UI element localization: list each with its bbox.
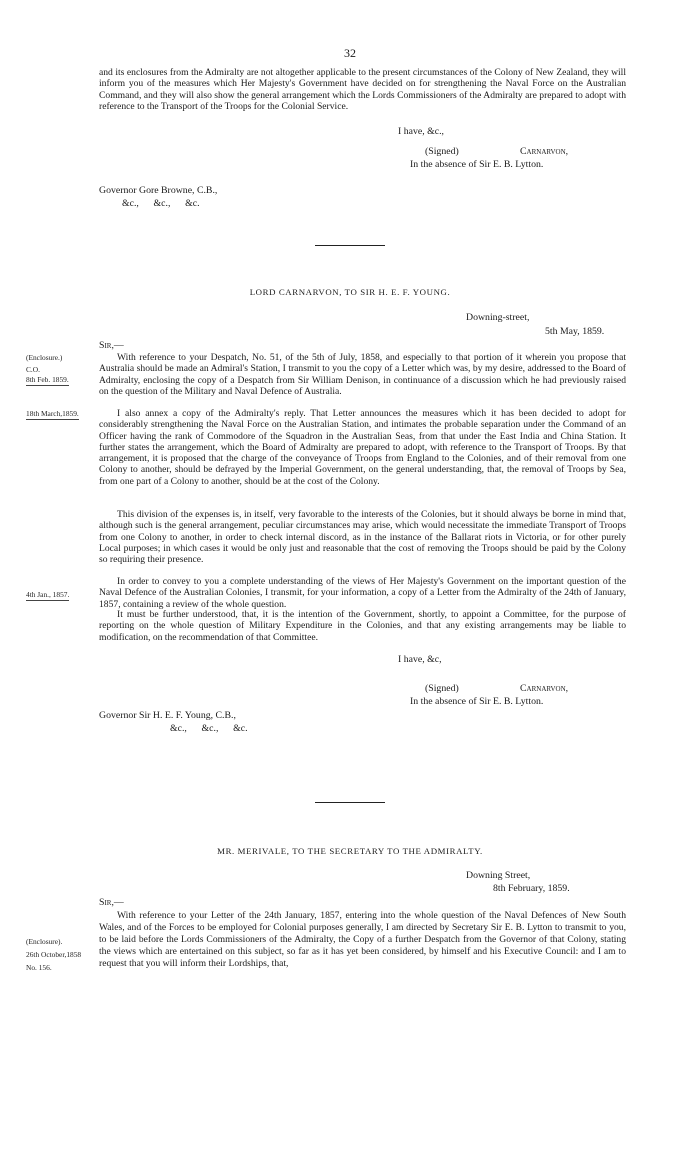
section-divider xyxy=(315,802,385,803)
letter1-closing: I have, &c., xyxy=(398,126,444,137)
letter1-absence: In the absence of Sir E. B. Lytton. xyxy=(410,159,544,170)
margin-enclosure-2: (Enclosure). xyxy=(26,937,63,946)
letter2-absence: In the absence of Sir E. B. Lytton. xyxy=(410,696,544,707)
letter2-closing: I have, &c, xyxy=(398,654,442,665)
margin-enclosure: (Enclosure.) xyxy=(26,353,63,362)
letter2-place: Downing-street, xyxy=(466,312,530,323)
letter2-signatory: Carnarvon, xyxy=(520,683,569,694)
margin-co: C.O. xyxy=(26,365,40,374)
margin-feb: 8th Feb. 1859. xyxy=(26,375,69,384)
margin-jan: 4th Jan., 1857. xyxy=(26,590,70,599)
margin-oct: 26th October,1858 xyxy=(26,950,82,959)
letter2-paragraph-3: This division of the expenses is, in itself, very favorable to the interests of the Colonies, but it should always be borne in mind that, although such is the general arrangement, peculiar circumstances may arise, which would necessitate the immediate Transport of Troops from one Colony to another, in order to check internal discord, as in the instance of the Ballarat riots in Victoria, or for other purely Local purposes; in which cases it would be only just and reasonable that the cost of removing the Troops should be paid by the Colony so requiring their presence. xyxy=(99,509,626,566)
letter1-addressee-etc: &c., &c., &c. xyxy=(122,198,200,209)
letter2-date: 5th May, 1859. xyxy=(545,326,605,337)
letter3-salutation: Sir,— xyxy=(99,897,124,908)
letter2-paragraph-5: It must be further understood, that, it is the intention of the Government, shortly, to appoint a Committee, for the purpose of reporting on the whole question of Military Expenditure in the Colonies, and that any existing arrangements may be liable to modification, on the recommendation of that Committee. xyxy=(99,609,626,643)
letter2-paragraph-4: In order to convey to you a complete understanding of the views of Her Majesty's Government on the important question of the Naval Defence of the Australian Colonies, I transmit, for your information, a copy of a Letter from the Admiralty of the 24th of January, 1857, containing a review of the whole question. xyxy=(99,576,626,610)
letter2-paragraph-1: With reference to your Despatch, No. 51, of the 5th of July, 1858, and especially to that portion of it wherein you propose that Australia should be made an Admiral's Station, I transmit to you the copy of a Letter which was, by my desire, addressed to the Board of Admiralty, enclosing the copy of a Despatch from Sir William Denison, in continuance of a discussion which he had previously raised on the question of the Military and Naval Defence of Australia. xyxy=(99,352,626,397)
letter3-heading: MR. MERIVALE, TO THE SECRETARY TO THE ADMIRALTY. xyxy=(217,846,483,856)
letter1-signatory: Carnarvon, xyxy=(520,146,569,157)
letter2-paragraph-2: I also annex a copy of the Admiralty's reply. That Letter announces the measures which it has been decided to adopt for considerably strengthening the Naval Force on the Australian Station, and intimates the probable separation under the Command of an Officer having the rank of Commodore of the Squadron in the Australian Seas, from that under the East India and China Station. It further states the arrangement, which the Board of Admiralty are prepared to adopt, with reference to the Transport of Troops. By that arrangement, it is proposed that the charge of the conveyance of Troops from England to the Colonies, and of their removal from one Colony to another, should be defrayed by the Imperial Government, on the general understanding, that, the removal of Troops by Sea, from one part of a Colony to another, should be at the cost of the Colony. xyxy=(99,408,626,487)
letter2-addressee: Governor Sir H. E. F. Young, C.B., xyxy=(99,710,236,721)
letter1-addressee: Governor Gore Browne, C.B., xyxy=(99,185,218,196)
letter2-signed: (Signed) xyxy=(425,683,459,694)
margin-march: 18th March,1859. xyxy=(26,409,79,418)
letter2-heading: LORD CARNARVON, TO SIR H. E. F. YOUNG. xyxy=(249,287,451,297)
section-divider xyxy=(315,245,385,246)
letter3-place: Downing Street, xyxy=(466,870,531,881)
letter3-date: 8th February, 1859. xyxy=(493,883,570,894)
letter2-addressee-etc: &c., &c., &c. xyxy=(170,723,248,734)
letter3-paragraph-1: With reference to your Letter of the 24th January, 1857, entering into the whole question of the Naval Defences of New South Wales, and of the Forces to be employed for Colonial purposes generally, I am directed by Secretary Sir E. B. Lytton to transmit to you, to be laid before the Lords Commissioners of the Admiralty, the Copy of a further Despatch from the Governor of that Colony, stating the views which are entertained on this subject, so far as it has yet been considered, by himself and his Executive Council: and I am to request that you will inform their Lordships, that, xyxy=(99,910,626,969)
page-number: 32 xyxy=(344,46,356,60)
letter1-continuation: and its enclosures from the Admiralty are not altogether applicable to the present circumstances of the Colony of New Zealand, they will inform you of the measures which Her Majesty's Government have decided on for strengthening the Naval Force on the Australian Command, and they will also show the general arrangement which the Lords Commissioners of the Admiralty are prepared to adopt with reference to the Transport of the Troops for the Colonial Service. xyxy=(99,67,626,112)
letter2-salutation: Sir,— xyxy=(99,340,124,351)
letter1-signed: (Signed) xyxy=(425,146,459,157)
margin-no: No. 156. xyxy=(26,963,52,972)
